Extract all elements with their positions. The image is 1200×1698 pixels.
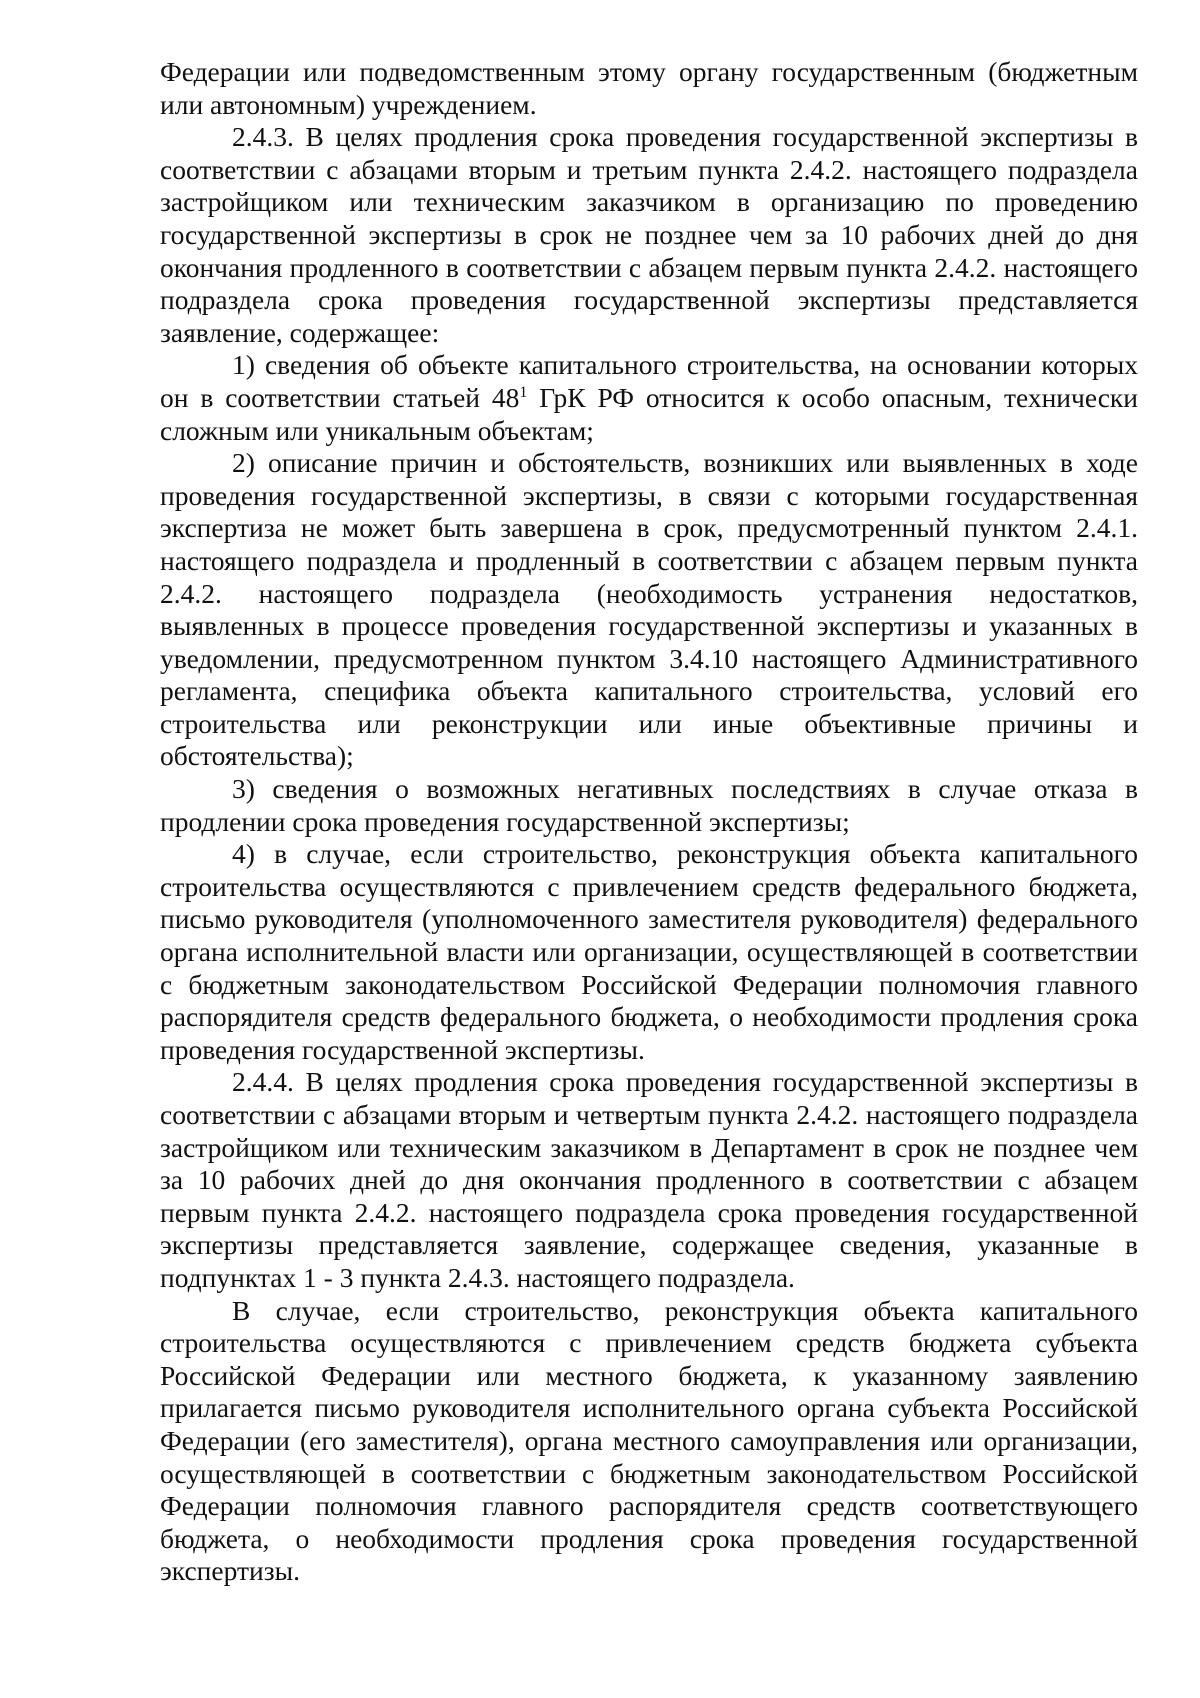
paragraph-continuation: Федерации или подведомственным этому органу государственным (бюджетным или автономным) учреждением. <box>160 56 1138 120</box>
list-item-2: 2) описание причин и обстоятельств, возникших или выявленных в ходе проведения государственной экспертизы, в связи с которыми государственная экспертиза не может быть завершена в срок, предусмотренный пунктом 2.4.1. настоящего подраздела и продленный в соответствии с абзацем первым пункта 2.4.2. настоящего подраздела (необходимость устранения недостатков, выявленных в процессе проведения государственной экспертизы и указанных в уведомлении, предусмотренном пунктом 3.4.10 настоящего Административного регламента, специфика объекта капитального строительства, условий его строительства или реконструкции или иные объективные причины и обстоятельства); <box>160 447 1138 772</box>
list-item-1 <box>160 349 1138 447</box>
paragraph-2-4-3: 2.4.3. В целях продления срока проведения государственной экспертизы в соответствии с абзацами вторым и третьим пункта 2.4.2. настоящего подраздела застройщиком или техническим заказчиком в организацию по проведению государственной экспертизы в срок не позднее чем за 10 рабочих дней до дня окончания продленного в соответствии с абзацем первым пункта 2.4.2. настоящего подраздела срока проведения государственной экспертизы представляется заявление, содержащее: <box>160 121 1138 348</box>
paragraph-2-4-4: 2.4.4. В целях продления срока проведения государственной экспертизы в соответствии с абзацами вторым и четвертым пункта 2.4.2. настоящего подраздела застройщиком или техническим заказчиком в Департамент в срок не позднее чем за 10 рабочих дней до дня окончания продленного в соответствии с абзацем первым пункта 2.4.2. настоящего подраздела срока проведения государственной экспертизы представляется заявление, содержащее сведения, указанные в подпунктах 1 - 3 пункта 2.4.3. настоящего подраздела. <box>160 1066 1138 1293</box>
list-item-1-text-end: ГрК РФ относится к особо опасным, технически сложным или уникальным объектам; <box>160 381 1139 446</box>
superscript-marker: 1 <box>519 383 528 401</box>
list-item-3: 3) сведения о возможных негативных последствиях в случае отказа в продлении срока проведения государственной экспертизы; <box>160 773 1138 837</box>
paragraph-budget-letter: В случае, если строительство, реконструкция объекта капитального строительства осуществляются с привлечением средств бюджета субъекта Российской Федерации или местного бюджета, к указанному заявлению прилагается письмо руководителя исполнительного органа субъекта Российской Федерации (его заместителя), органа местного самоуправления или организации, осуществляющей в соответствии с бюджетным законодательством Российской Федерации полномочия главного распорядителя средств соответствующего бюджета, о необходимости продления срока проведения государственной экспертизы. <box>160 1294 1138 1587</box>
document-page <box>160 56 1138 1588</box>
list-item-4: 4) в случае, если строительство, реконструкция объекта капитального строительства осуществляются с привлечением средств федерального бюджета, письмо руководителя (уполномоченного заместителя руководителя) федерального органа исполнительной власти или организации, осуществляющей в соответствии с бюджетным законодательством Российской Федерации полномочия главного распорядителя средств федерального бюджета, о необходимости продления срока проведения государственной экспертизы. <box>160 838 1138 1065</box>
list-item-1-text: 1) сведения об объекте капитального строительства, на основании которых он в соответствии статьей 48 <box>160 349 1138 413</box>
